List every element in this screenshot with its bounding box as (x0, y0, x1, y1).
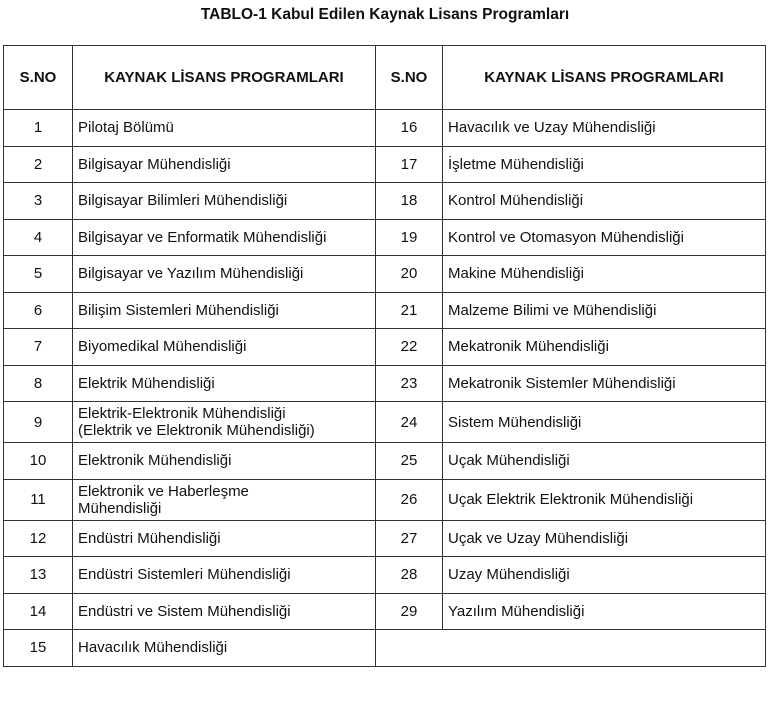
cell-sno: 2 (4, 146, 73, 183)
table-row (4, 402, 766, 443)
program-name: Bilgisayar ve Enformatik Mühendisliği (78, 228, 327, 246)
cell-program: İşletme Mühendisliği (443, 146, 766, 183)
cell-program: Malzeme Bilimi ve Mühendisliği (443, 292, 766, 329)
program-name: Biyomedikal Mühendisliği (78, 338, 247, 356)
program-name: Pilotaj Bölümü (78, 119, 174, 137)
header-sno-left: S.NO (4, 46, 73, 110)
cell-program (73, 557, 376, 594)
cell-sno: 5 (4, 256, 73, 293)
cell-program (73, 593, 376, 630)
table-row (4, 443, 766, 480)
table-row (4, 110, 766, 147)
empty-cell (376, 630, 766, 667)
cell-program: Havacılık ve Uzay Mühendisliği (443, 110, 766, 147)
cell-sno: 10 (4, 443, 73, 480)
table-row (4, 630, 766, 667)
cell-sno: 27 (376, 520, 443, 557)
cell-program: Mekatronik Mühendisliği (443, 329, 766, 366)
cell-sno: 26 (376, 479, 443, 520)
cell-program (73, 365, 376, 402)
cell-program (73, 479, 376, 520)
cell-sno: 12 (4, 520, 73, 557)
table-header-row (4, 46, 766, 110)
cell-program (73, 256, 376, 293)
program-name: Bilgisayar Mühendisliği (78, 155, 231, 173)
program-name: Bilgisayar ve Yazılım Mühendisliği (78, 265, 304, 283)
cell-sno: 17 (376, 146, 443, 183)
cell-program: Makine Mühendisliği (443, 256, 766, 293)
header-program-right: KAYNAK LİSANS PROGRAMLARI (443, 46, 766, 110)
table-row (4, 520, 766, 557)
program-name: Endüstri ve Sistem Mühendisliği (78, 602, 291, 620)
header-program-left: KAYNAK LİSANS PROGRAMLARI (73, 46, 376, 110)
program-name: Elektrik-Elektronik Mühendisliği (78, 405, 286, 422)
programs-table (3, 45, 766, 667)
table-row (4, 593, 766, 630)
cell-sno: 14 (4, 593, 73, 630)
cell-program (73, 183, 376, 220)
cell-sno: 23 (376, 365, 443, 402)
cell-sno: 1 (4, 110, 73, 147)
table-row (4, 329, 766, 366)
cell-program (73, 520, 376, 557)
table-title: TABLO-1 Kabul Edilen Kaynak Lisans Programları (200, 6, 570, 23)
program-name: Bilişim Sistemleri Mühendisliği (78, 301, 279, 319)
cell-sno: 16 (376, 110, 443, 147)
cell-program (73, 630, 376, 667)
cell-program (73, 292, 376, 329)
program-name-line2: (Elektrik ve Elektronik Mühendisliği) (78, 422, 315, 439)
program-name: Bilgisayar Bilimleri Mühendisliği (78, 192, 288, 210)
program-name: Endüstri Mühendisliği (78, 529, 221, 547)
cell-sno: 25 (376, 443, 443, 480)
program-name-line2: Mühendisliği (78, 499, 162, 517)
cell-program (73, 219, 376, 256)
cell-program (73, 402, 376, 443)
cell-sno: 8 (4, 365, 73, 402)
cell-sno: 15 (4, 630, 73, 667)
cell-sno: 24 (376, 402, 443, 443)
program-name: Elektronik Mühendisliği (78, 452, 232, 470)
cell-program: Kontrol Mühendisliği (443, 183, 766, 220)
cell-program (73, 146, 376, 183)
cell-program: Uçak Mühendisliği (443, 443, 766, 480)
cell-sno: 4 (4, 219, 73, 256)
program-name: Havacılık Mühendisliği (78, 639, 228, 657)
table-row (4, 146, 766, 183)
header-sno-right: S.NO (376, 46, 443, 110)
program-name: Elektronik ve Haberleşme (78, 482, 249, 500)
cell-sno: 3 (4, 183, 73, 220)
table-body (4, 110, 766, 667)
cell-program (73, 329, 376, 366)
cell-sno: 18 (376, 183, 443, 220)
cell-sno: 11 (4, 479, 73, 520)
cell-sno: 13 (4, 557, 73, 594)
table-row (4, 557, 766, 594)
cell-sno: 22 (376, 329, 443, 366)
cell-program: Uçak Elektrik Elektronik Mühendisliği (443, 479, 766, 520)
cell-program (73, 443, 376, 480)
table-row (4, 183, 766, 220)
table-row (4, 365, 766, 402)
cell-program: Kontrol ve Otomasyon Mühendisliği (443, 219, 766, 256)
table-row (4, 479, 766, 520)
program-name: Endüstri Sistemleri Mühendisliği (78, 566, 291, 584)
cell-program (73, 110, 376, 147)
cell-program: Uzay Mühendisliği (443, 557, 766, 594)
cell-sno: 6 (4, 292, 73, 329)
cell-sno: 28 (376, 557, 443, 594)
cell-program: Sistem Mühendisliği (443, 402, 766, 443)
table-row (4, 292, 766, 329)
program-name: Elektrik Mühendisliği (78, 374, 215, 392)
table-row (4, 219, 766, 256)
table-row (4, 256, 766, 293)
cell-sno: 19 (376, 219, 443, 256)
cell-program: Yazılım Mühendisliği (443, 593, 766, 630)
cell-sno: 20 (376, 256, 443, 293)
cell-sno: 9 (4, 402, 73, 443)
cell-program: Mekatronik Sistemler Mühendisliği (443, 365, 766, 402)
cell-sno: 7 (4, 329, 73, 366)
cell-sno: 21 (376, 292, 443, 329)
cell-program: Uçak ve Uzay Mühendisliği (443, 520, 766, 557)
cell-sno: 29 (376, 593, 443, 630)
